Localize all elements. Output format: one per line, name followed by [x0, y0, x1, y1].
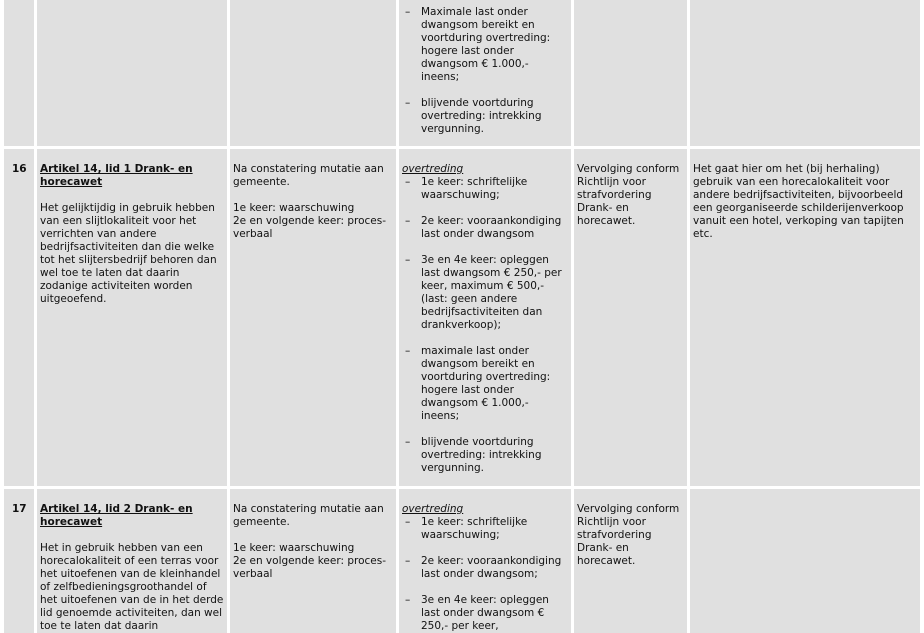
- row-17-remarks-cell: [690, 489, 920, 633]
- row-0-remarks-cell: [690, 0, 920, 146]
- sanctions-list: [402, 176, 568, 475]
- remarks-text: Het gaat hier om het (bij herhaling) gebruik van een horecalokaliteit voor andere bedrijfsactiviteiten, bijvoorbeeld een georganiseerde schilderijenverkoop vanuit een hotel, verkoping van tapijten etc.: [693, 163, 904, 240]
- prosecution-text: Vervolging conform Richtlijn voor strafvordering Drank- en horecawet.: [577, 163, 680, 227]
- row-17-procedure-cell: [230, 489, 396, 633]
- row-16-procedure-cell: [230, 149, 396, 486]
- row-16-sanctions-cell: [399, 149, 571, 486]
- sanction-item: – 3e en 4e keer: opleggen last onder dwangsom € 250,- per keer,: [402, 594, 568, 633]
- procedure-step: 1e keer: waarschuwing: [233, 542, 355, 554]
- procedure-intro: Na constatering mutatie aan gemeente.: [233, 163, 384, 188]
- prosecution-text: Vervolging conform Richtlijn voor strafvordering Drank- en horecawet.: [577, 503, 680, 567]
- sanction-item: – 1e keer: schriftelijke waarschuwing;: [402, 516, 568, 542]
- row-16-prosecution-cell: [574, 149, 687, 486]
- row-17-prosecution-cell: [574, 489, 687, 633]
- row-0-prosecution-cell: [574, 0, 687, 146]
- row-0-article-cell: [37, 0, 227, 146]
- row-17-article-cell: [37, 489, 227, 633]
- article-title: Artikel 14, lid 2 Drank- en horecawet: [40, 503, 193, 528]
- sanction-item: – 3e en 4e keer: opleggen last dwangsom € 250,- per keer, maximum € 500,- (last: geen andere bedrijfsactiviteiten dan drankverkoop);: [402, 254, 568, 332]
- row-17-number-cell: [4, 489, 34, 633]
- sanction-item: – 1e keer: schriftelijke waarschuwing;: [402, 176, 568, 202]
- article-description: Het gelijktijdig in gebruik hebben van een slijtlokaliteit voor het verrichten van andere bedrijfsactiviteiten dan die welke tot het slijtersbedrijf behoren dan wel toe te laten dat daarin zodanige activiteiten worden uitgeoefend.: [40, 202, 217, 305]
- sanctions-heading: overtreding: [402, 163, 464, 175]
- row-0-sanctions-cell: [399, 0, 571, 146]
- sanction-item: – 2e keer: vooraankondiging last onder dwangsom;: [402, 555, 568, 581]
- article-description: Het in gebruik hebben van een horecalokaliteit of een terras voor het uitoefenen van de kleinhandel of zelfbedieningsgroothandel of het uitoefenen van de in het derde lid genoemde activiteiten, dan wel toe te laten dat daarin: [40, 542, 224, 632]
- procedure-step: 2e en volgende keer: proces-verbaal: [233, 555, 387, 580]
- article-title: Artikel 14, lid 1 Drank- en horecawet: [40, 163, 193, 188]
- row-0-number-cell: [4, 0, 34, 146]
- sanction-item: – maximale last onder dwangsom bereikt en voortduring overtreding: hogere last onder dwangsom € 1.000,- ineens;: [402, 345, 568, 423]
- sanctions-list: [402, 6, 568, 136]
- sanctions-list: [402, 516, 568, 633]
- row-16-remarks-cell: [690, 149, 920, 486]
- procedure-step: 1e keer: waarschuwing: [233, 202, 355, 214]
- row-17-sanctions-cell: [399, 489, 571, 633]
- row-0-procedure-cell: [230, 0, 396, 146]
- procedure-intro: Na constatering mutatie aan gemeente.: [233, 503, 384, 528]
- procedure-step: 2e en volgende keer: proces-verbaal: [233, 215, 387, 240]
- sanction-item: – 2e keer: vooraankondiging last onder dwangsom: [402, 215, 568, 241]
- sanction-item: – blijvende voortduring overtreding: intrekking vergunning.: [402, 97, 568, 136]
- row-number: 16: [12, 163, 27, 175]
- row-16-number-cell: [4, 149, 34, 486]
- sanction-item: – Maximale last onder dwangsom bereikt en voortduring overtreding: hogere last onder dwangsom € 1.000,- ineens;: [402, 6, 568, 84]
- row-number: 17: [12, 503, 27, 515]
- sanctions-heading: overtreding: [402, 503, 464, 515]
- row-16-article-cell: [37, 149, 227, 486]
- sanction-item: – blijvende voortduring overtreding: intrekking vergunning.: [402, 436, 568, 475]
